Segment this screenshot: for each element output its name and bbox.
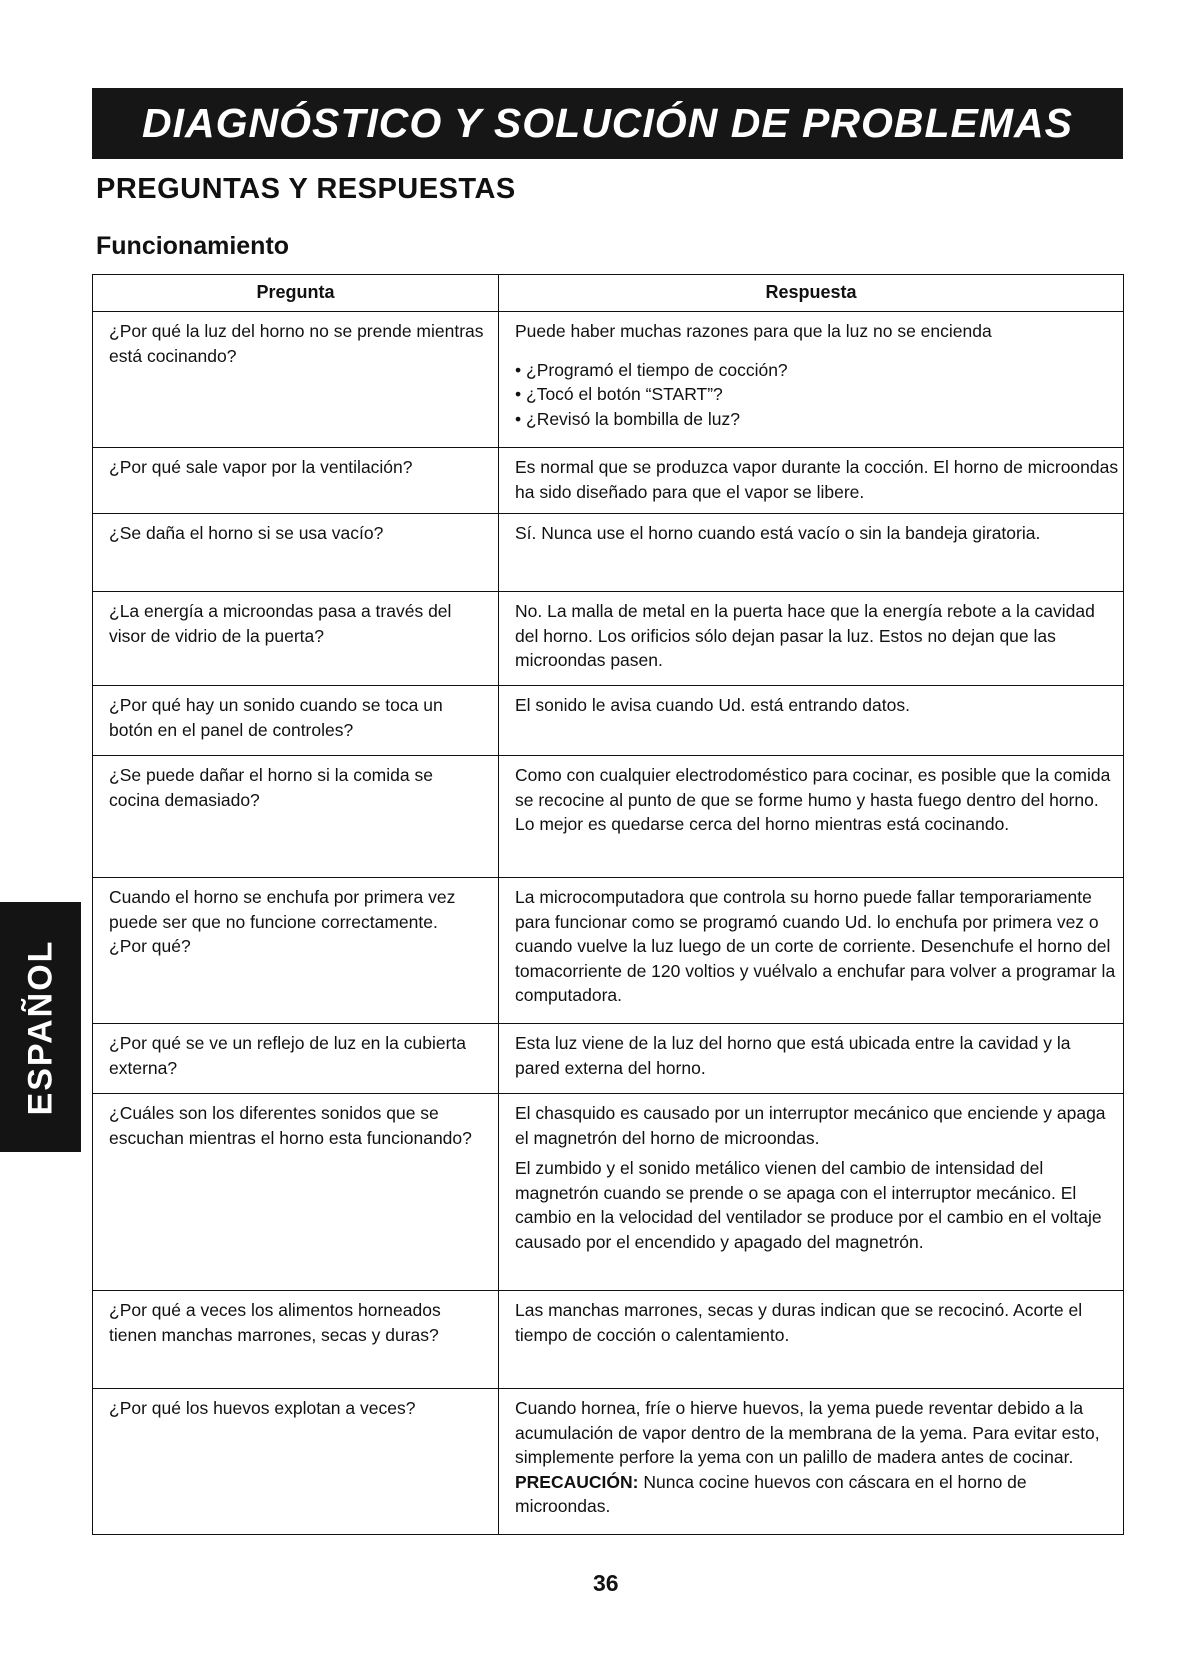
question-cell: ¿Por qué a veces los alimentos horneados tienen manchas marrones, secas y duras?: [93, 1291, 499, 1389]
table-row: [93, 514, 1124, 592]
table-row: [93, 756, 1124, 878]
question-cell: ¿La energía a microondas pasa a través del visor de vidrio de la puerta?: [93, 592, 499, 686]
caution-note: [515, 1470, 1119, 1519]
answer-cell: [499, 312, 1124, 448]
section-title: PREGUNTAS Y RESPUESTAS: [96, 173, 516, 205]
question-cell: ¿Cuáles son los diferentes sonidos que se escuchan mientras el horno esta funcionando?: [93, 1094, 499, 1291]
question-text-extra: ¿Por qué?: [109, 936, 191, 956]
page-title-banner: [92, 88, 1123, 159]
table-row: [93, 592, 1124, 686]
table-header-row: [93, 275, 1124, 312]
table-row: [93, 1291, 1124, 1389]
answer-text: Puede haber muchas razones para que la luz no se encienda: [515, 321, 992, 341]
table-row: [93, 1094, 1124, 1291]
side-tab-label: ESPAÑOL: [21, 939, 59, 1115]
language-side-tab: [0, 902, 81, 1152]
answer-cell: No. La malla de metal en la puerta hace que la energía rebote a la cavidad del horno. Los orificios sólo dejan pasar la luz. Estos no dejan que las microondas pasen.: [499, 592, 1124, 686]
answer-text-extra: El zumbido y el sonido metálico vienen del cambio de intensidad del magnetrón cuando se prende o se apaga con el interruptor mecánico. El cambio en la velocidad del ventilador se produce por el cambio en el voltaje causado por el encendido y apagado del magnetrón.: [515, 1158, 1102, 1252]
page-title: DIAGNÓSTICO Y SOLUCIÓN DE PROBLEMAS: [141, 100, 1073, 146]
table-row: [93, 1024, 1124, 1094]
caution-label: PRECAUCIÓN:: [515, 1471, 639, 1492]
answer-cell: Sí. Nunca use el horno cuando está vacío o sin la bandeja giratoria.: [499, 514, 1124, 592]
question-cell: ¿Se puede dañar el horno si la comida se cocina demasiado?: [93, 756, 499, 878]
answer-cell: Las manchas marrones, secas y duras indican que se recocinó. Acorte el tiempo de cocción o calentamiento.: [499, 1291, 1124, 1389]
caution-text: Nunca cocine huevos con cáscara en el horno de microondas.: [515, 1471, 1027, 1516]
list-item: • ¿Revisó la bombilla de luz?: [515, 407, 1119, 432]
answer-cell: [499, 1389, 1124, 1535]
question-cell: ¿Se daña el horno si se usa vacío?: [93, 514, 499, 592]
answer-cell: La microcomputadora que controla su horno puede fallar temporariamente para funcionar como se programó cuando Ud. lo enchufa por primera vez o cuando vuelve la luz luego de un corte de corriente. Desenchufe el horno del tomacorriente de 120 voltios y vuélvalo a enchufar para volver a programar la computadora.: [499, 878, 1124, 1024]
question-cell: ¿Por qué sale vapor por la ventilación?: [93, 448, 499, 514]
answer-text: El chasquido es causado por un interruptor mecánico que enciende y apaga el magnetrón del horno de microondas.: [515, 1103, 1106, 1148]
table-row: [93, 686, 1124, 756]
subsection-title: Funcionamiento: [96, 232, 290, 260]
answer-cell: El sonido le avisa cuando Ud. está entrando datos.: [499, 686, 1124, 756]
answer-cell: Es normal que se produzca vapor durante la cocción. El horno de microondas ha sido diseñado para que el vapor se libere.: [499, 448, 1124, 514]
answer-cell: [499, 1094, 1124, 1291]
table-row: [93, 312, 1124, 448]
page-number: 36: [593, 1570, 619, 1596]
list-item: • ¿Programó el tiempo de cocción?: [515, 358, 1119, 383]
question-cell: [93, 878, 499, 1024]
question-text: Cuando el horno se enchufa por primera vez puede ser que no funcione correctamente.: [109, 887, 456, 932]
column-header-question: Pregunta: [93, 275, 499, 312]
table-row: [93, 878, 1124, 1024]
question-cell: ¿Por qué la luz del horno no se prende mientras está cocinando?: [93, 312, 499, 448]
table-row: [93, 1389, 1124, 1535]
qa-table: [92, 274, 1124, 1535]
answer-bullet-list: [515, 358, 1119, 432]
list-item: • ¿Tocó el botón “START”?: [515, 382, 1119, 407]
question-cell: ¿Por qué hay un sonido cuando se toca un botón en el panel de controles?: [93, 686, 499, 756]
answer-cell: Esta luz viene de la luz del horno que está ubicada entre la cavidad y la pared externa del horno.: [499, 1024, 1124, 1094]
answer-cell: Como con cualquier electrodoméstico para cocinar, es posible que la comida se recocine al punto de que se forme humo y hasta fuego dentro del horno. Lo mejor es quedarse cerca del horno mientras está cocinando.: [499, 756, 1124, 878]
question-cell: ¿Por qué se ve un reflejo de luz en la cubierta externa?: [93, 1024, 499, 1094]
table-row: [93, 448, 1124, 514]
question-cell: ¿Por qué los huevos explotan a veces?: [93, 1389, 499, 1535]
answer-text: Cuando hornea, fríe o hierve huevos, la yema puede reventar debido a la acumulación de vapor dentro de la membrana de la yema. Para evitar esto, simplemente perfore la yema con un palillo de madera antes de cocinar.: [515, 1398, 1100, 1467]
column-header-answer: Respuesta: [499, 275, 1124, 312]
